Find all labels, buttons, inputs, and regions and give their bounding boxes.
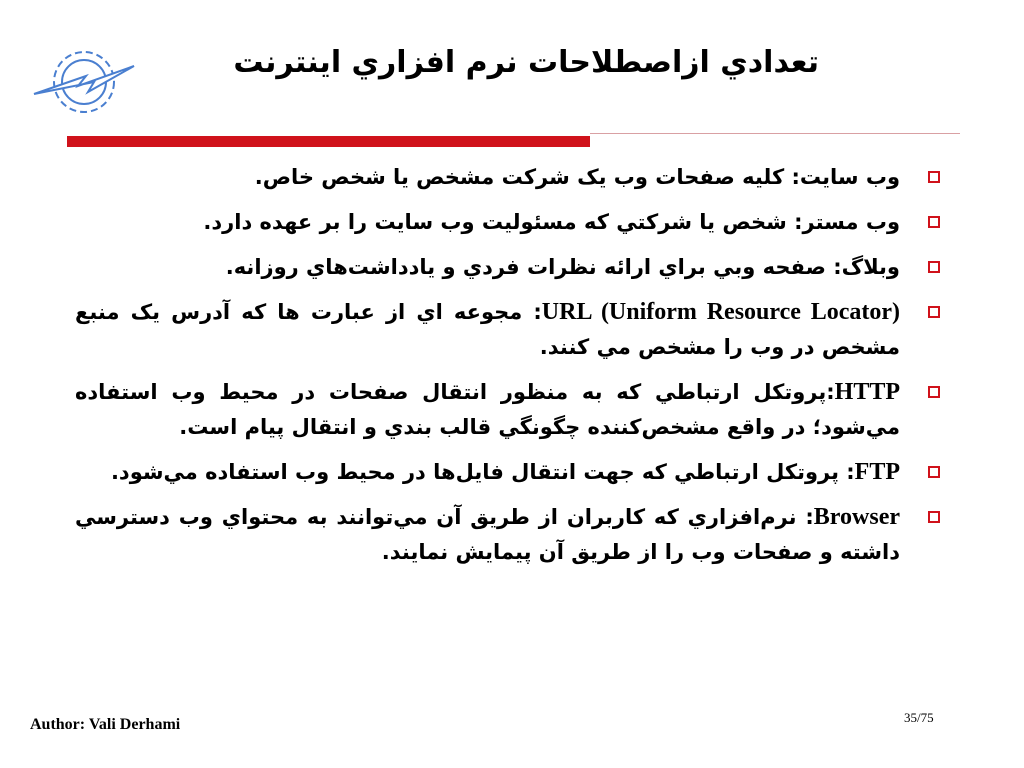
author-footer: Author: Vali Derhami [30,716,181,733]
bullet-item-http [75,375,960,445]
university-logo-icon [28,36,140,128]
bullet-text: :پروتکل ارتباطي که به منظور انتقال صفحات در محيط وب استفاده مي‌شود؛ در واقع مشخص‌کننده چگونگي قالب بندي و انتقال پيام است. [75,380,900,439]
bullet-item-webmaster [75,205,960,240]
bullet-text: : پروتکل ارتباطي که جهت انتقال فايل‌ها در محيط وب استفاده مي‌شود. [110,460,855,484]
square-bullet-icon [928,306,940,318]
title-divider-bar [67,136,590,147]
square-bullet-icon [928,466,940,478]
bullet-text: وبلاگ: صفحه وبي براي ارائه نظرات فردي و يادداشت‌هاي روزانه. [225,255,900,279]
bullet-text: وب مستر: شخص يا شرکتي که مسئوليت وب سايت را بر عهده دارد. [203,210,900,234]
bullet-item-url [75,295,960,365]
bullet-item-website [75,160,960,195]
square-bullet-icon [928,386,940,398]
bullet-term: Browser [813,504,900,530]
square-bullet-icon [928,216,940,228]
slide-title: تعدادي ازاصطلاحات نرم افزاري اينترنت [233,45,819,80]
bullet-item-ftp [75,455,960,490]
bullet-term: FTP [854,459,900,485]
page-number: 35/75 [904,710,934,725]
bullet-term: URL (Uniform Resource Locator) [541,299,900,325]
bullet-text: وب سايت: کليه صفحات وب يک شرکت مشخص يا شخص خاص. [254,165,900,189]
bullet-text: : مجوعه اي از عبارت ها که آدرس يک منبع مشخص در وب را مشخص مي کنند. [75,300,900,359]
bullet-term: HTTP [834,379,900,405]
title-divider-line [590,133,960,134]
bullet-item-browser [75,500,960,570]
square-bullet-icon [928,171,940,183]
square-bullet-icon [928,511,940,523]
square-bullet-icon [928,261,940,273]
bullet-list [75,160,960,580]
bullet-item-weblog [75,250,960,285]
bullet-text: : نرم‌افزاري که کاربران از طريق آن مي‌توانند به محتواي وب دسترسي داشته و صفحات وب را از طريق آن پيمايش نمايند. [75,505,900,564]
